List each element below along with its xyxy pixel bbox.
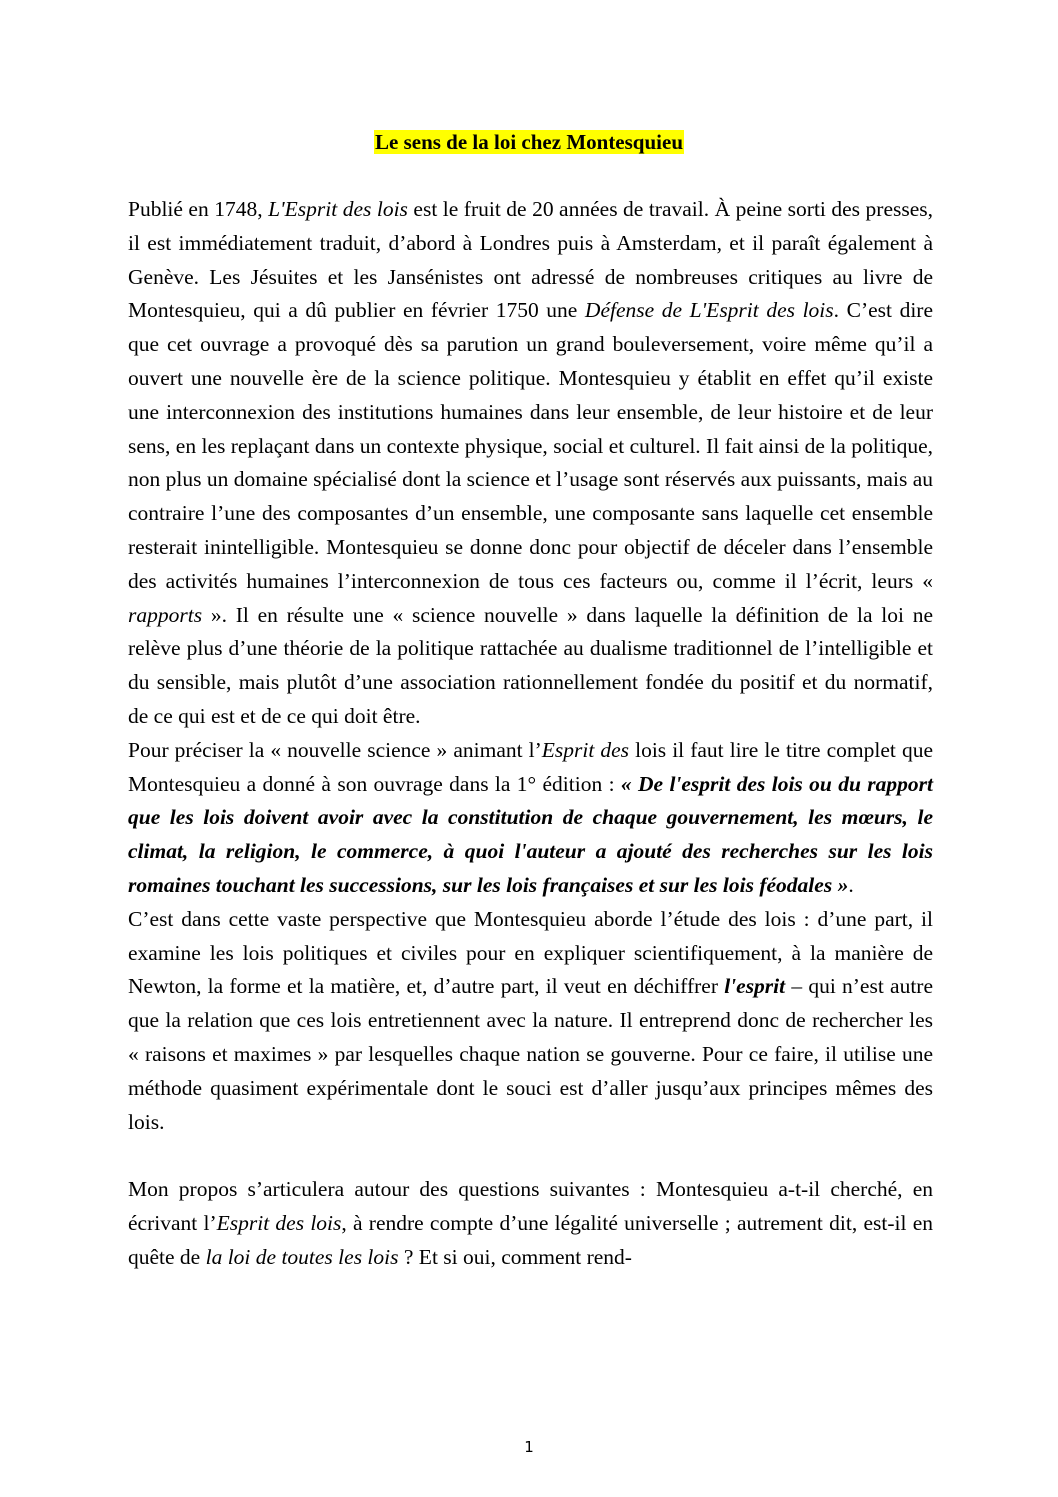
text-run: Pour préciser la « nouvelle science » animant l’ <box>128 737 542 762</box>
text-run: . <box>848 872 854 897</box>
page-title: Le sens de la loi chez Montesquieu <box>375 130 683 154</box>
italic-title-run: Défense de L'Esprit des lois <box>584 298 834 323</box>
italic-title-run: L'Esprit des lois <box>268 197 408 221</box>
text-run: , à rendre compte d’une légalité universelle ; autrement dit, est-il en quête de <box>128 1211 933 1269</box>
text-run: ». Il en résulte une « science nouvelle » dans laquelle la définition de la loi ne relève plus d’une théorie de la politique rattachée au dualisme traditionnel de l’intelligible et du sensible, mais plutôt d’une association rationnellement fondée du positif et du normatif, de ce qui est et de ce qui doit être. <box>128 602 933 728</box>
page-number: 1 <box>524 1438 534 1456</box>
italic-title-run: Esprit des lois <box>216 1211 342 1236</box>
italic-term-run: rapports <box>128 602 203 627</box>
italic-term-run: l'esprit <box>724 974 786 999</box>
document-body <box>128 193 933 1275</box>
italic-term-run: la loi de toutes les lois <box>205 1244 399 1269</box>
text-run: – qui n’est autre que la relation que ces lois entretiennent avec la nature. Il entreprend donc de rechercher les « raisons et maximes » par lesquelles chaque nation se gouverne. Pour ce faire, il utilise une méthode quasiment expérimentale dont le souci est d’aller jusqu’aux principes mêmes des lois. <box>128 974 933 1134</box>
text-run: C’est dans cette vaste perspective que Montesquieu aborde l’étude des lois : d’une part, il examine les lois politiques et civiles pour en expliquer scientifiquement, à la manière de Newton, la forme et la matière, et, d’autre part, il veut en déchiffrer <box>128 906 933 999</box>
paragraph-questions <box>128 1173 933 1274</box>
paragraph-method <box>128 903 933 1140</box>
italic-title-run: Esprit des <box>541 737 630 762</box>
full-title-quote: « De l'esprit des lois ou du rapport que les lois doivent avoir avec la constitution de chaque gouvernement, les mœurs, le climat, la religion, le commerce, à quoi l'auteur a ajouté des recherches sur les lois romaines touchant les successions, sur les lois françaises et sur les lois féodales » <box>128 771 933 897</box>
text-run: Publié en 1748, <box>128 197 269 221</box>
text-run: . C’est dire que cet ouvrage a provoqué dès sa parution un grand bouleversement, voire même qu’il a ouvert une nouvelle ère de la science politique. Montesquieu y établit en effet qu’il existe une interconnexion des institutions humaines dans leur ensemble, de leur histoire et de leur sens, en les replaçant dans un contexte physique, social et culturel. Il fait ainsi de la politique, non plus un domaine spécialisé dont la science et l’usage sont réservés aux puissants, mais au contraire l’une des composantes d’un ensemble, une composante sans laquelle cet ensemble resterait inintelligible. Montesquieu se donne donc pour objectif de déceler dans l’ensemble des activités humaines l’interconnexion de tous ces facteurs ou, comme il l’écrit, leurs « <box>128 298 933 593</box>
paragraph-title-quote <box>128 734 933 903</box>
text-run: est le fruit de 20 années de travail. À peine sorti des presses, il est immédiatement traduit, d’abord à Londres puis à Amsterdam, et il paraît également à Genève. Les Jésuites et les Jansénistes ont adressé de nombreuses critiques au livre de Montesquieu, qui a dû publier en février 1750 une <box>128 197 934 323</box>
text-run: Mon propos s’articulera autour des questions suivantes : Montesquieu a-t-il cherché, en écrivant l’ <box>128 1177 933 1236</box>
paragraph-intro <box>128 193 933 734</box>
title-block <box>0 128 1058 156</box>
text-run: lois il faut lire le titre complet que Montesquieu a donné à son ouvrage dans la 1° édition : <box>128 737 933 796</box>
text-run: ? Et si oui, comment rend- <box>398 1244 632 1269</box>
